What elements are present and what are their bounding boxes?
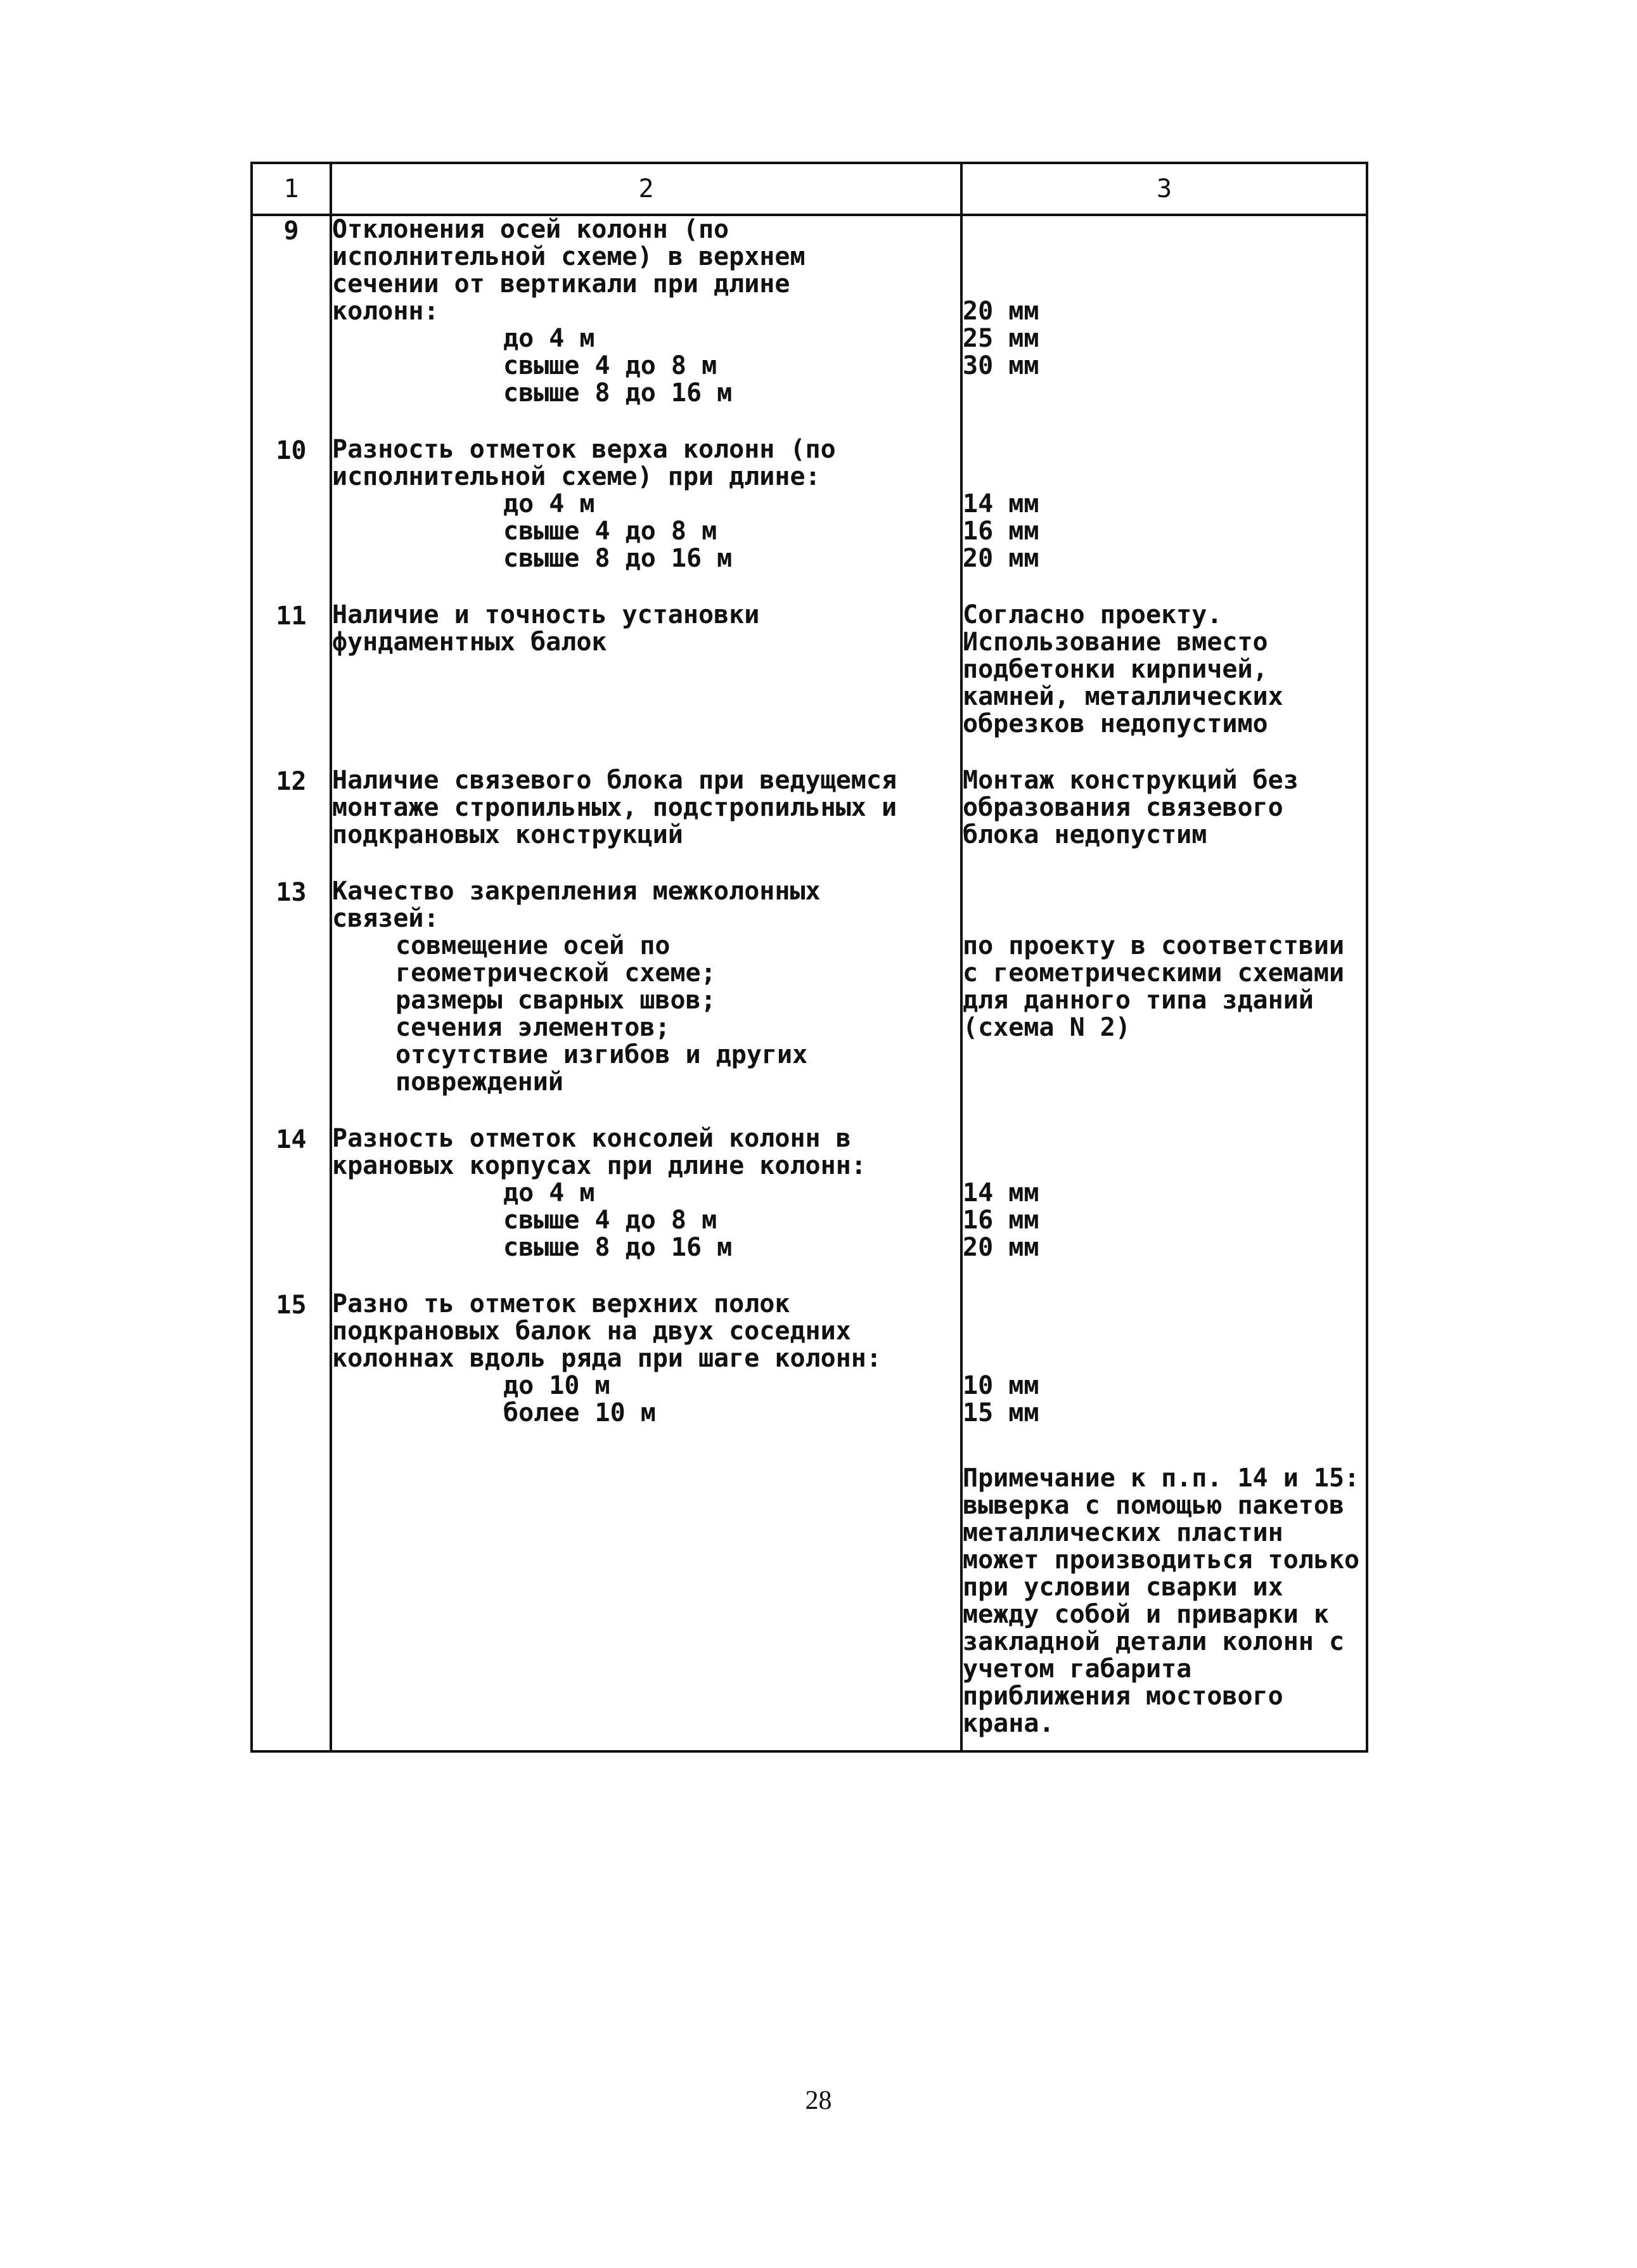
row-number: 14 xyxy=(252,1125,331,1261)
row-description xyxy=(331,215,961,407)
description-text: Наличие и точность установки фундаментных балок xyxy=(332,600,760,657)
table-row xyxy=(252,436,1367,572)
row-description xyxy=(331,878,961,1096)
requirements-table xyxy=(250,162,1368,1753)
range-item: до 4 м xyxy=(503,1178,595,1208)
tolerance-value: 30 мм xyxy=(963,351,1039,380)
table-row xyxy=(252,1125,1367,1261)
row-values xyxy=(961,1291,1367,1751)
range-item: до 4 м xyxy=(503,489,595,519)
requirement-note: Согласно проекту. Использование вместо подбетонки кирпичей, камней, металлических обрезков недопустимо xyxy=(963,600,1283,738)
tolerance-value: 14 мм xyxy=(963,489,1039,519)
tolerance-value: 14 мм xyxy=(963,1178,1039,1208)
tolerance-value: 20 мм xyxy=(963,544,1039,573)
tolerance-value: 25 мм xyxy=(963,324,1039,353)
row-description xyxy=(331,1291,961,1751)
tolerance-value: 10 мм xyxy=(963,1371,1039,1400)
table-row xyxy=(252,1291,1367,1751)
description-text: Разно ть отметок верхних полок подкрановых балок на двух соседних колоннах вдоль ряда при шаге колонн: xyxy=(332,1289,882,1373)
range-item: более 10 м xyxy=(503,1398,656,1427)
range-item: свыше 4 до 8 м xyxy=(503,1206,717,1235)
page-number: 28 xyxy=(805,2086,832,2115)
range-item: до 10 м xyxy=(503,1371,610,1400)
description-text: Отклонения осей колонн (по исполнительной схеме) в верхнем сечении от вертикали при длине колонн: xyxy=(332,215,806,326)
table-row xyxy=(252,878,1367,1096)
description-text: Наличие связевого блока при ведущемся монтаже стропильных, подстропильных и подкрановых конструкций xyxy=(332,766,897,849)
tolerance-value: 20 мм xyxy=(963,1233,1039,1262)
range-item: до 4 м xyxy=(503,324,595,353)
range-item: свыше 4 до 8 м xyxy=(503,517,717,546)
description-text: Разность отметок консолей колонн в крановых корпусах при длине колонн: xyxy=(332,1124,866,1180)
range-item: свыше 8 до 16 м xyxy=(503,378,733,408)
row-note xyxy=(961,878,1367,1096)
row-number: 12 xyxy=(252,767,331,849)
row-number: 11 xyxy=(252,602,331,738)
row-description xyxy=(331,1125,961,1261)
header-col-3: 3 xyxy=(961,163,1367,215)
tolerance-value: 16 мм xyxy=(963,1206,1039,1235)
table-row xyxy=(252,215,1367,407)
table-row xyxy=(252,602,1367,738)
tolerance-value: 20 мм xyxy=(963,297,1039,326)
row-description xyxy=(331,602,961,738)
check-item: размеры сварных швов; xyxy=(395,986,716,1015)
description-text: Качество закрепления межколонных связей: xyxy=(332,877,821,933)
row-note xyxy=(961,767,1367,849)
row-values xyxy=(961,1125,1367,1261)
row-note xyxy=(961,602,1367,738)
tolerance-value: 15 мм xyxy=(963,1398,1039,1427)
range-item: свыше 4 до 8 м xyxy=(503,351,717,380)
check-item: отсутствие изгибов и других повреждений xyxy=(395,1040,808,1097)
row-description xyxy=(331,436,961,572)
header-col-1: 1 xyxy=(252,163,331,215)
row-number: 9 xyxy=(252,215,331,407)
header-col-2: 2 xyxy=(331,163,961,215)
footnote-text: Примечание к п.п. 14 и 15: выверка с помощью пакетов металлических пластин может производиться только при условии сварки их между собой и приварки к закладной детали колонн с учетом габарита приближения мостового крана. xyxy=(963,1464,1360,1738)
row-number: 13 xyxy=(252,878,331,1096)
requirement-note: по проекту в соответствии с геометрическими схемами для данного типа зданий (схема N 2) xyxy=(963,931,1345,1042)
row-description xyxy=(331,767,961,849)
range-item: свыше 8 до 16 м xyxy=(503,1233,733,1262)
tolerance-value: 16 мм xyxy=(963,517,1039,546)
table-header xyxy=(252,163,1367,215)
check-item: совмещение осей по геометрической схеме; xyxy=(395,931,716,988)
row-number: 10 xyxy=(252,436,331,572)
requirement-note: Монтаж конструкций без образования связевого блока недопустим xyxy=(963,766,1299,849)
row-values xyxy=(961,215,1367,407)
description-text: Разность отметок верха колонн (по исполнительной схеме) при длине: xyxy=(332,435,836,491)
range-item: свыше 8 до 16 м xyxy=(503,544,733,573)
row-values xyxy=(961,436,1367,572)
table-row xyxy=(252,767,1367,849)
row-number: 15 xyxy=(252,1291,331,1751)
check-item: сечения элементов; xyxy=(395,1013,671,1042)
